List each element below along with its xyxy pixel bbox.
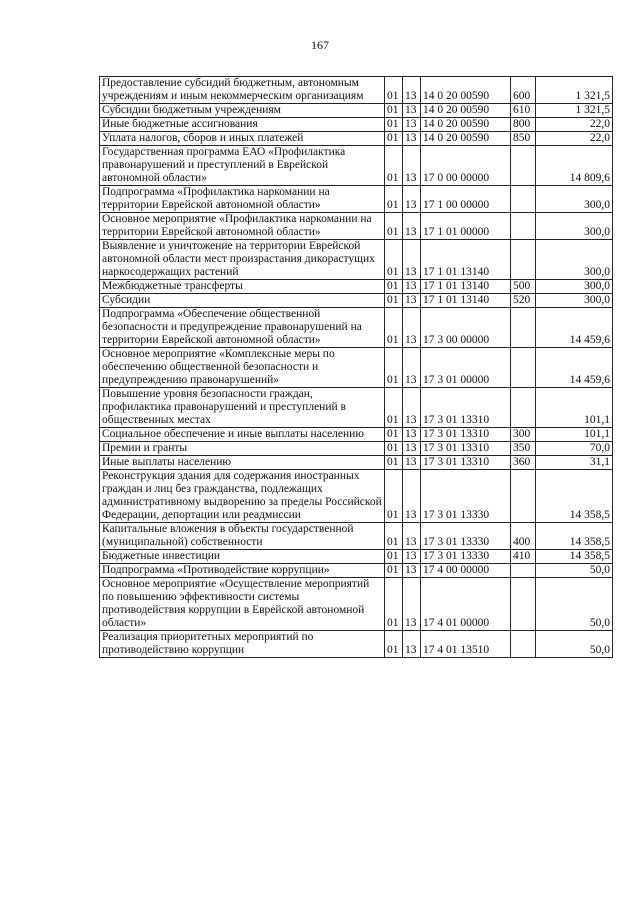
table-row [100,631,613,658]
target-article-code: 17 1 00 00000 [421,186,511,213]
row-name: Выявление и уничтожение на территории Еврейской автономной области мест произрастания дикорастущих наркосодержащих растений [100,240,385,280]
row-name: Подпрограмма «Профилактика наркомании на территории Еврейской автономной области» [100,186,385,213]
table-row [100,104,613,118]
table-row [100,308,613,348]
expense-type-code [511,240,536,280]
amount: 14 459,6 [536,348,613,388]
target-article-code: 17 0 00 00000 [421,146,511,186]
amount: 31,1 [536,456,613,470]
target-article-code: 17 3 01 13330 [421,523,511,550]
subsection-code: 13 [403,308,421,348]
subsection-code: 13 [403,213,421,240]
subsection-code: 13 [403,240,421,280]
table-row [100,578,613,631]
budget-table [99,76,613,658]
subsection-code: 13 [403,132,421,146]
target-article-code: 14 0 20 00590 [421,77,511,104]
table-row [100,146,613,186]
expense-type-code [511,186,536,213]
row-name: Бюджетные инвестиции [100,550,385,564]
table-row [100,456,613,470]
row-name: Премии и гранты [100,442,385,456]
target-article-code: 17 4 01 13510 [421,631,511,658]
subsection-code: 13 [403,564,421,578]
section-code: 01 [385,280,403,294]
subsection-code: 13 [403,550,421,564]
row-name: Основное мероприятие «Профилактика наркомании на территории Еврейской автономной области» [100,213,385,240]
amount: 14 358,5 [536,470,613,523]
table-row [100,132,613,146]
table-row [100,442,613,456]
subsection-code: 13 [403,294,421,308]
expense-type-code: 600 [511,77,536,104]
expense-type-code: 300 [511,428,536,442]
row-name: Межбюджетные трансферты [100,280,385,294]
table-row [100,118,613,132]
expense-type-code: 800 [511,118,536,132]
section-code: 01 [385,294,403,308]
amount: 70,0 [536,442,613,456]
row-name: Подпрограмма «Обеспечение общественной безопасности и предупреждение правонарушений на территории Еврейской автономной области» [100,308,385,348]
table-row [100,550,613,564]
section-code: 01 [385,523,403,550]
expense-type-code [511,308,536,348]
target-article-code: 17 3 01 13330 [421,470,511,523]
target-article-code: 17 3 01 00000 [421,348,511,388]
section-code: 01 [385,240,403,280]
table-row [100,77,613,104]
row-name: Субсидии бюджетным учреждениям [100,104,385,118]
section-code: 01 [385,348,403,388]
expense-type-code [511,213,536,240]
row-name: Основное мероприятие «Осуществление мероприятий по повышению эффективности системы противодействия коррупции в Еврейской автономной области» [100,578,385,631]
subsection-code: 13 [403,77,421,104]
section-code: 01 [385,631,403,658]
amount: 300,0 [536,186,613,213]
table-row [100,470,613,523]
row-name: Предоставление субсидий бюджетным, автономным учреждениям и иным некоммерческим организациям [100,77,385,104]
expense-type-code [511,631,536,658]
row-name: Реализация приоритетных мероприятий по противодействию коррупции [100,631,385,658]
row-name: Иные выплаты населению [100,456,385,470]
section-code: 01 [385,104,403,118]
amount: 14 358,5 [536,523,613,550]
table-row [100,428,613,442]
target-article-code: 14 0 20 00590 [421,118,511,132]
section-code: 01 [385,213,403,240]
subsection-code: 13 [403,442,421,456]
expense-type-code: 410 [511,550,536,564]
target-article-code: 17 3 01 13310 [421,456,511,470]
target-article-code: 17 1 01 13140 [421,280,511,294]
subsection-code: 13 [403,428,421,442]
subsection-code: 13 [403,470,421,523]
expense-type-code [511,564,536,578]
target-article-code: 17 1 01 13140 [421,240,511,280]
subsection-code: 13 [403,523,421,550]
amount: 300,0 [536,213,613,240]
amount: 1 321,5 [536,77,613,104]
expense-type-code: 350 [511,442,536,456]
subsection-code: 13 [403,104,421,118]
expense-type-code: 400 [511,523,536,550]
row-name: Государственная программа ЕАО «Профилактика правонарушений и преступлений в Еврейской автономной области» [100,146,385,186]
section-code: 01 [385,118,403,132]
amount: 22,0 [536,132,613,146]
table-row [100,280,613,294]
expense-type-code [511,348,536,388]
row-name: Подпрограмма «Противодействие коррупции» [100,564,385,578]
amount: 22,0 [536,118,613,132]
amount: 1 321,5 [536,104,613,118]
target-article-code: 17 4 01 00000 [421,578,511,631]
subsection-code: 13 [403,631,421,658]
table-row [100,294,613,308]
subsection-code: 13 [403,146,421,186]
expense-type-code: 850 [511,132,536,146]
section-code: 01 [385,550,403,564]
subsection-code: 13 [403,118,421,132]
target-article-code: 17 1 01 00000 [421,213,511,240]
expense-type-code [511,146,536,186]
subsection-code: 13 [403,578,421,631]
amount: 14 809,6 [536,146,613,186]
amount: 50,0 [536,564,613,578]
target-article-code: 17 3 01 13310 [421,388,511,428]
row-name: Уплата налогов, сборов и иных платежей [100,132,385,146]
amount: 300,0 [536,240,613,280]
section-code: 01 [385,186,403,213]
subsection-code: 13 [403,456,421,470]
amount: 14 459,6 [536,308,613,348]
section-code: 01 [385,388,403,428]
table-row [100,213,613,240]
amount: 300,0 [536,280,613,294]
target-article-code: 17 4 00 00000 [421,564,511,578]
section-code: 01 [385,77,403,104]
target-article-code: 17 1 01 13140 [421,294,511,308]
row-name: Реконструкция здания для содержания иностранных граждан и лиц без гражданства, подлежащих административному выдворению за пределы Российской Федерации, депортации или реадмиссии [100,470,385,523]
expense-type-code [511,578,536,631]
expense-type-code [511,470,536,523]
table-row [100,523,613,550]
target-article-code: 17 3 01 13310 [421,428,511,442]
target-article-code: 17 3 00 00000 [421,308,511,348]
amount: 14 358,5 [536,550,613,564]
subsection-code: 13 [403,280,421,294]
section-code: 01 [385,578,403,631]
row-name: Социальное обеспечение и иные выплаты населению [100,428,385,442]
expense-type-code: 610 [511,104,536,118]
row-name: Основное мероприятие «Комплексные меры по обеспечению общественной безопасности и предупреждению правонарушений» [100,348,385,388]
row-name: Иные бюджетные ассигнования [100,118,385,132]
section-code: 01 [385,456,403,470]
subsection-code: 13 [403,348,421,388]
amount: 50,0 [536,631,613,658]
table-row [100,348,613,388]
target-article-code: 14 0 20 00590 [421,132,511,146]
expense-type-code: 360 [511,456,536,470]
table-row [100,240,613,280]
target-article-code: 17 3 01 13330 [421,550,511,564]
page-number: 167 [311,38,329,52]
row-name: Капитальные вложения в объекты государственной (муниципальной) собственности [100,523,385,550]
section-code: 01 [385,428,403,442]
section-code: 01 [385,146,403,186]
table-row [100,186,613,213]
section-code: 01 [385,132,403,146]
row-name: Субсидии [100,294,385,308]
amount: 101,1 [536,388,613,428]
target-article-code: 17 3 01 13310 [421,442,511,456]
target-article-code: 14 0 20 00590 [421,104,511,118]
expense-type-code: 500 [511,280,536,294]
subsection-code: 13 [403,388,421,428]
expense-type-code [511,388,536,428]
section-code: 01 [385,564,403,578]
section-code: 01 [385,308,403,348]
amount: 50,0 [536,578,613,631]
section-code: 01 [385,442,403,456]
table-row [100,388,613,428]
subsection-code: 13 [403,186,421,213]
section-code: 01 [385,470,403,523]
row-name: Повышение уровня безопасности граждан, профилактика правонарушений и преступлений в общественных местах [100,388,385,428]
table-row [100,564,613,578]
expense-type-code: 520 [511,294,536,308]
amount: 101,1 [536,428,613,442]
amount: 300,0 [536,294,613,308]
